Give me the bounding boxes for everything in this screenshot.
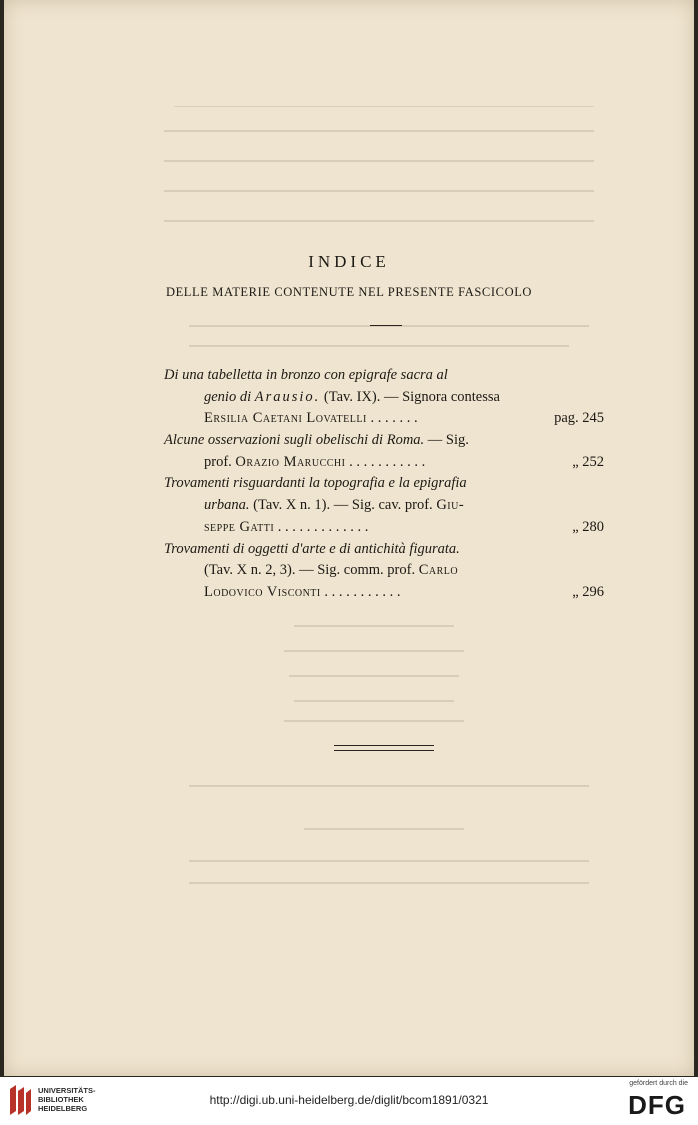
- entry-2-meta: — Sig.: [424, 432, 469, 449]
- entry-2-page: „ 252: [572, 453, 604, 470]
- page-subtitle: DELLE MATERIE CONTENUTE NEL PRESENTE FASCICOLO: [165, 285, 533, 299]
- dfg-logo: DFG: [628, 1090, 686, 1120]
- entry-4-line-2: [164, 560, 604, 582]
- entry-1-place: Arausio.: [254, 388, 321, 405]
- entry-4-leader: . . . . . . . . . . .: [320, 583, 401, 600]
- entry-1-line-2: [164, 387, 604, 409]
- entry-4-title: Trovamenti di oggetti d'arte e di antichità figurata.: [164, 540, 460, 557]
- entry-2-line-1: [164, 430, 604, 452]
- viewer-footer: [0, 1077, 698, 1125]
- entry-1-line-3: [164, 408, 604, 430]
- entry-1-title-cont: genio di: [204, 388, 252, 405]
- document-page: [4, 0, 694, 1076]
- entry-1-leader: . . . . . . .: [366, 410, 418, 427]
- entry-4-author-part-1: Carlo: [418, 562, 459, 579]
- entry-2-title: Alcune osservazioni sugli obelischi di Roma.: [164, 432, 425, 449]
- entry-4-line-3: [164, 582, 604, 604]
- entry-1-author: Ersilia Caetani Lovatelli: [204, 410, 367, 427]
- permalink[interactable]: http://digi.ub.uni-heidelberg.de/diglit/bcom1891/0321: [209, 1093, 489, 1107]
- entry-4-line-1: [164, 539, 604, 561]
- library-name-line-1: UNIVERSITÄTS-: [38, 1086, 96, 1095]
- entry-3-author-part-2: seppe Gatti: [204, 518, 275, 535]
- entry-1-title: Di una tabelletta in bronzo con epigrafe sacra al: [164, 367, 448, 383]
- page-title: INDICE: [308, 252, 390, 271]
- entry-4-meta: (Tav. X n. 2, 3). — Sig. comm. prof.: [204, 562, 419, 579]
- end-divider: [334, 745, 434, 751]
- entry-4-page: „ 296: [572, 583, 604, 600]
- funder-label: gefördert durch die: [629, 1080, 688, 1087]
- entry-2-author: Orazio Marucchi: [235, 453, 346, 470]
- library-name-line-2: BIBLIOTHEK: [38, 1095, 84, 1104]
- entry-2-prefix: prof.: [204, 453, 236, 470]
- entry-3-page: „ 280: [572, 518, 604, 535]
- entry-2-leader: . . . . . . . . . . .: [345, 453, 426, 470]
- entry-3-line-1: [164, 473, 604, 495]
- entry-1-page: pag. 245: [554, 410, 604, 427]
- title-divider: [370, 325, 402, 326]
- entry-1-meta: (Tav. IX). — Signora contessa: [320, 388, 500, 405]
- entry-4-author-part-2: Lodovico Visconti: [204, 583, 321, 600]
- library-name-line-3: HEIDELBERG: [38, 1104, 88, 1113]
- contents-list: [164, 365, 604, 604]
- entry-3-line-3: [164, 517, 604, 539]
- entry-1-line-1: [164, 365, 604, 387]
- entry-3-title-cont: urbana.: [204, 497, 250, 514]
- entry-3-author-part-1: Giu-: [436, 497, 465, 514]
- entry-3-meta: (Tav. X n. 1). — Sig. cav. prof.: [249, 497, 437, 514]
- entry-3-title: Trovamenti risguardanti la topografia e la epigrafia: [164, 475, 467, 492]
- entry-2-line-2: [164, 452, 604, 474]
- entry-3-leader: . . . . . . . . . . . . .: [274, 518, 369, 535]
- entry-3-line-2: [164, 495, 604, 517]
